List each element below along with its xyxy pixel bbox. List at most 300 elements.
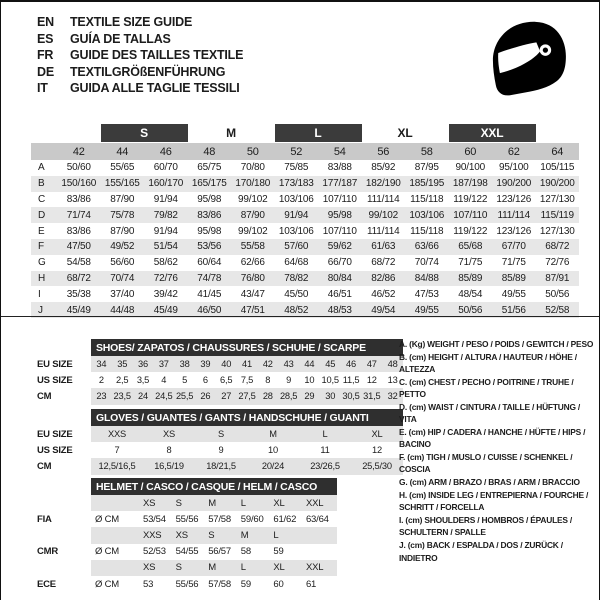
shoes-row	[31, 356, 403, 372]
corner-cell	[31, 143, 57, 160]
helmet-value-row	[31, 544, 337, 560]
helmet-unit: Ø CM	[95, 546, 120, 558]
helmet-sizes	[91, 527, 337, 543]
size-value: 99/102	[238, 193, 268, 205]
size-value: 119/122	[453, 193, 488, 205]
shoes-rows	[31, 356, 403, 405]
shoes-value: 47	[366, 359, 377, 370]
helmet-size: XS	[175, 529, 188, 541]
shoes-value: 46	[346, 359, 356, 370]
shoes-value: 36	[138, 359, 148, 370]
legend-item: E. (cm) HIP / CADERA / HANCHE / HÜFTE / HIPS / BACINO	[399, 427, 586, 450]
helmet-values	[91, 544, 337, 560]
language-code: DE	[37, 64, 54, 79]
helmet-value-row	[31, 576, 337, 592]
helmet-unit: Ø CM	[95, 513, 120, 525]
size-value: 74/78	[197, 272, 222, 284]
shoes-row-label: CM	[37, 390, 52, 402]
row-letter: H	[38, 272, 46, 284]
size-value: 43/47	[240, 288, 265, 300]
helmet-values	[91, 511, 337, 527]
language-row	[37, 80, 243, 97]
gloves-row-label: EU SIZE	[37, 428, 73, 440]
helmet-section-header: HELMET / CASCO / CASQUE / HELM / CASCO	[91, 478, 337, 495]
size-value: 61/63	[371, 241, 396, 253]
helmet-values	[91, 576, 337, 592]
size-value: 165/175	[191, 178, 227, 190]
helmet-value: 60	[273, 578, 284, 590]
gloves-row-values	[91, 442, 403, 458]
helmet-value: 59	[240, 578, 251, 590]
size-value: 83/88	[327, 162, 352, 174]
size-value: 46/50	[197, 304, 222, 316]
helmet-standard-name: FIA	[37, 513, 52, 525]
size-value: 84/88	[414, 272, 439, 284]
size-value: 35/38	[66, 288, 91, 300]
size-value: 48/53	[327, 304, 352, 316]
size-value: 79/82	[153, 209, 178, 221]
legend-item: I. (cm) SHOULDERS / HOMBROS / ÉPAULES / SCHULTERN / SPALLE	[399, 515, 573, 538]
helmet-value: 61/62	[273, 513, 297, 525]
size-value: 46/51	[327, 288, 352, 300]
size-value: 123/126	[496, 225, 532, 237]
size-value: 99/102	[238, 225, 268, 237]
numeric-size: 60	[464, 145, 477, 158]
shoes-value: 12	[366, 375, 377, 386]
helmet-value: 52/53	[143, 546, 166, 558]
size-value: 127/130	[539, 193, 575, 205]
shoes-value: 39	[200, 359, 211, 370]
size-group-xl: XL	[397, 126, 413, 140]
size-value: 75/85	[284, 162, 309, 174]
shoes-value: 42	[262, 359, 273, 370]
measurement-row	[31, 239, 579, 255]
size-value: 85/92	[371, 162, 396, 174]
gloves-value: 18/21,5	[206, 461, 236, 472]
size-value: 115/119	[540, 209, 574, 221]
helmet-value: 59	[273, 546, 284, 558]
size-value: 48/54	[458, 288, 483, 300]
helmet-size: M	[240, 529, 249, 541]
language-title: GUIDE DES TAILLES TEXTILE	[70, 48, 244, 63]
size-value: 111/114	[366, 225, 400, 237]
shoes-value: 37	[158, 359, 169, 370]
helmet-size: S	[208, 529, 215, 541]
gloves-value: 25,5/30	[362, 461, 392, 472]
size-value: 123/126	[496, 193, 532, 205]
size-value: 103/106	[278, 225, 314, 237]
size-value: 65/75	[197, 162, 222, 174]
numeric-size: 50	[246, 145, 259, 158]
helmet-size: XXS	[143, 529, 162, 541]
size-value: 87/91	[545, 272, 570, 284]
size-value: 87/90	[110, 225, 135, 237]
racing-helmet-icon	[488, 15, 570, 109]
shoes-value: 2,5	[116, 375, 129, 386]
size-value: 44/48	[110, 304, 135, 316]
size-value: 48/52	[284, 304, 309, 316]
legend-item: G. (cm) ARM / BRAZO / BRAS / ARM / BRACCIO	[399, 477, 580, 488]
size-value: 59/62	[327, 241, 352, 253]
helmet-value: 56/57	[208, 546, 231, 558]
size-value: 155/165	[104, 178, 140, 190]
size-group-m: M	[226, 126, 236, 140]
size-value: 83/86	[66, 225, 91, 237]
size-value: 82/86	[371, 272, 396, 284]
size-value: 47/51	[240, 304, 265, 316]
shoes-row-label: US SIZE	[37, 374, 73, 386]
size-group-l: L	[275, 124, 362, 142]
size-value: 115/118	[410, 193, 444, 205]
size-value: 87/90	[240, 209, 265, 221]
shoes-value: 10,5	[321, 375, 339, 386]
size-value: 95/98	[197, 193, 222, 205]
shoes-value: 9	[286, 375, 292, 386]
size-value: 71/74	[66, 209, 91, 221]
legend-item: D. (cm) WAIST / CINTURA / TAILLE / HÜFTUNG / VITA	[399, 401, 581, 425]
helmet-size: L	[273, 529, 279, 541]
size-value: 64/68	[284, 257, 309, 269]
shoes-row-values	[91, 372, 403, 388]
gloves-row-label: US SIZE	[37, 444, 73, 456]
size-value: 83/86	[66, 193, 91, 205]
legend-item: A. (Kg) WEIGHT / PESO / POIDS / GEWITCH / PESO	[399, 339, 594, 349]
measurement-row	[31, 271, 579, 287]
row-letter: J	[38, 304, 43, 316]
shoes-value: 43	[283, 359, 294, 370]
shoes-value: 28	[262, 391, 273, 402]
size-value: 91/94	[284, 209, 309, 221]
size-value: 55/58	[240, 241, 265, 253]
size-value: 60/64	[197, 257, 222, 269]
numeric-size: 64	[551, 145, 564, 158]
size-value: 87/95	[414, 162, 439, 174]
size-group-s: S	[101, 124, 188, 142]
helmet-size: XL	[273, 497, 285, 509]
shoes-value: 25,5	[175, 391, 194, 402]
shoes-value: 4	[161, 375, 167, 386]
measurement-row	[31, 192, 579, 208]
language-title: GUÍA DE TALLAS	[70, 31, 171, 46]
helmet-value: 63/64	[305, 513, 329, 525]
size-value: 119/122	[453, 225, 488, 237]
size-value: 49/54	[371, 304, 396, 316]
size-value: 95/98	[197, 225, 222, 237]
shoes-value: 44	[304, 359, 315, 370]
shoes-value: 30	[325, 391, 336, 402]
helmet-value: 53/54	[143, 513, 166, 525]
size-value: 190/200	[496, 178, 532, 190]
size-value: 190/200	[539, 178, 575, 190]
size-value: 54/58	[66, 257, 91, 269]
shoes-value: 30,5	[342, 391, 360, 402]
size-value: 103/106	[278, 193, 314, 205]
shoes-value: 28,5	[279, 391, 298, 402]
size-value: 39/42	[153, 288, 178, 300]
size-value: 47/53	[414, 288, 439, 300]
numeric-size: 52	[290, 145, 303, 158]
shoes-row-values	[91, 388, 403, 404]
size-value: 50/60	[66, 162, 91, 174]
size-value: 76/80	[240, 272, 265, 284]
size-value: 68/72	[66, 272, 91, 284]
size-value: 95/98	[327, 209, 352, 221]
gloves-value: 20/24	[261, 461, 285, 472]
helmet-unit-empty	[91, 495, 141, 511]
size-value: 58/62	[153, 257, 178, 269]
shoes-row-label: EU SIZE	[37, 358, 73, 370]
row-letter: D	[38, 209, 46, 221]
shoes-value: 48	[387, 359, 398, 370]
gloves-value: 7	[114, 445, 120, 456]
shoes-value: 10	[304, 375, 315, 386]
gloves-row-values	[91, 458, 403, 474]
helmet-value: 54/55	[175, 546, 199, 558]
helmet-value: 57/58	[208, 513, 231, 525]
size-value: 111/114	[497, 209, 531, 221]
size-value: 55/65	[110, 162, 135, 174]
helmet-size: M	[208, 497, 216, 509]
shoes-row	[31, 388, 403, 404]
size-value: 71/75	[458, 257, 483, 269]
size-value: 177/187	[322, 178, 358, 190]
helmet-rows	[31, 495, 337, 592]
size-value: 170/180	[235, 178, 271, 190]
shoes-value: 41	[242, 359, 252, 370]
helmet-value: 57/58	[208, 578, 231, 590]
shoes-value: 27	[221, 391, 232, 402]
language-code: ES	[37, 31, 54, 46]
shoes-value: 24	[138, 391, 148, 402]
gloves-row-label: CM	[37, 460, 52, 472]
gloves-value: 10	[268, 445, 278, 456]
language-code: IT	[37, 81, 48, 96]
size-value: 90/100	[455, 162, 485, 174]
helmet-value: 58	[240, 546, 251, 558]
language-row	[37, 14, 243, 31]
measurement-row	[31, 255, 579, 271]
legend-item: B. (cm) HEIGHT / ALTURA / HAUTEUR / HÖHE / ALTEZZA	[399, 351, 577, 375]
shoes-value: 31,5	[363, 391, 381, 402]
shoes-value: 45	[325, 359, 336, 370]
size-value: 99/102	[368, 209, 398, 221]
textile-numeric-size-row	[31, 143, 579, 160]
size-value: 182/190	[365, 178, 401, 190]
gloves-value: XS	[162, 429, 175, 440]
shoes-value: 5	[182, 375, 188, 386]
helmet-size: XS	[143, 497, 156, 509]
helmet-size: L	[240, 562, 246, 574]
size-value: 72/76	[153, 272, 178, 284]
helmet-row-label-empty	[31, 495, 91, 511]
shoes-value: 7,5	[240, 375, 254, 386]
gloves-row	[31, 442, 403, 458]
size-value: 173/183	[278, 178, 314, 190]
gloves-row	[31, 426, 403, 442]
helmet-section	[31, 478, 337, 592]
helmet-size: S	[175, 497, 182, 509]
gloves-value: 11	[320, 445, 330, 456]
helmet-row-label-empty	[31, 527, 91, 543]
legend-item: C. (cm) CHEST / PECHO / POITRINE / TRUHE / PETTO	[399, 376, 574, 400]
helmet-size: XS	[143, 562, 156, 574]
size-value: 67/70	[501, 241, 526, 253]
gloves-row-values	[91, 426, 403, 442]
size-value: 45/49	[66, 304, 91, 316]
size-value: 83/86	[197, 209, 222, 221]
shoes-value: 23,5	[113, 391, 131, 402]
gloves-value: 8	[166, 445, 172, 456]
size-value: 45/49	[153, 304, 178, 316]
size-value: 49/55	[501, 288, 526, 300]
size-value: 87/90	[110, 193, 135, 205]
gloves-value: 9	[218, 445, 224, 456]
size-value: 65/68	[458, 241, 483, 253]
helmet-value: 55/56	[175, 513, 199, 525]
size-value: 150/160	[61, 178, 97, 190]
shoes-section-header: SHOES/ ZAPATOS / CHAUSSURES / SCHUHE / SCARPE	[91, 339, 403, 356]
language-row	[37, 64, 243, 81]
language-code: FR	[37, 48, 54, 63]
shoes-value: 32	[387, 391, 398, 402]
size-value: 85/89	[501, 272, 526, 284]
size-value: 68/72	[545, 241, 570, 253]
measurement-row	[31, 160, 579, 176]
gloves-value: XXS	[107, 429, 126, 440]
helmet-size: XXL	[305, 497, 324, 509]
textile-size-table	[31, 124, 579, 318]
numeric-size: 48	[203, 145, 216, 158]
gloves-value: XL	[371, 429, 383, 440]
shoes-value: 11,5	[342, 375, 360, 386]
size-value: 70/74	[110, 272, 135, 284]
numeric-size: 56	[377, 145, 390, 158]
helmet-unit: Ø CM	[95, 578, 120, 590]
row-letter: A	[38, 162, 45, 174]
size-value: 52/58	[545, 304, 570, 316]
language-row	[37, 47, 243, 64]
shoes-value: 29	[304, 391, 315, 402]
size-value: 115/118	[410, 225, 444, 237]
helmet-value: 55/56	[175, 578, 199, 590]
language-code: EN	[37, 15, 54, 29]
size-value: 187/198	[452, 178, 488, 190]
size-value: 60/70	[153, 162, 178, 174]
gloves-rows	[31, 426, 403, 475]
size-value: 62/66	[240, 257, 265, 269]
legend	[399, 338, 596, 564]
shoes-value: 34	[96, 359, 107, 370]
helmet-unit-empty	[91, 560, 141, 576]
shoes-value: 35	[117, 359, 128, 370]
measurement-row	[31, 223, 579, 239]
shoes-value: 13	[387, 375, 398, 386]
section-divider-line	[1, 316, 600, 317]
helmet-size: XL	[273, 562, 285, 574]
size-value: 70/74	[414, 257, 439, 269]
size-group-xxl: XXL	[449, 124, 536, 142]
size-value: 105/115	[540, 162, 575, 174]
shoes-row-values	[91, 356, 403, 372]
size-value: 70/80	[240, 162, 265, 174]
helmet-row-label-empty	[31, 560, 91, 576]
language-title: TEXTILE SIZE GUIDE	[70, 15, 193, 29]
size-value: 127/130	[539, 225, 575, 237]
helmet-standard-name: CMR	[37, 546, 59, 558]
shoes-value: 3,5	[136, 375, 150, 386]
helmet-value: 61	[305, 578, 317, 590]
row-letter: G	[38, 257, 46, 269]
size-value: 75/78	[110, 209, 135, 221]
size-value: 50/56	[545, 288, 570, 300]
language-row	[37, 31, 243, 48]
size-value: 51/56	[501, 304, 526, 316]
textile-table-body	[31, 160, 579, 318]
size-value: 50/56	[458, 304, 483, 316]
helmet-size-row	[31, 527, 337, 543]
size-value: 91/94	[153, 225, 178, 237]
size-value: 85/89	[458, 272, 483, 284]
size-value: 107/110	[453, 209, 488, 221]
numeric-size: 44	[116, 145, 129, 158]
gloves-value: 12,5/16,5	[98, 461, 136, 472]
helmet-sizes	[91, 495, 337, 511]
size-value: 45/50	[284, 288, 309, 300]
shoes-value: 40	[221, 359, 232, 370]
numeric-size: 58	[420, 145, 433, 158]
measurement-row	[31, 207, 579, 223]
legend-item: H. (cm) INSIDE LEG / ENTREPIERNA / FOURCHE / SCHRITT / FORCELLA	[399, 490, 589, 513]
size-value: 41/45	[197, 288, 222, 300]
helmet-size: XXL	[305, 562, 324, 574]
size-value: 107/110	[322, 225, 357, 237]
shoes-value: 27,5	[238, 391, 256, 402]
numeric-size: 62	[507, 145, 520, 158]
helmet-unit-empty	[91, 527, 141, 543]
row-letter: I	[38, 288, 41, 300]
size-value: 37/40	[110, 288, 135, 300]
size-value: 111/114	[366, 193, 400, 205]
shoes-value: 26	[200, 391, 211, 402]
size-value: 80/84	[327, 272, 352, 284]
size-value: 91/94	[153, 193, 178, 205]
shoes-row	[31, 372, 403, 388]
numeric-size: 42	[72, 145, 85, 158]
helmet-value: 59/60	[240, 513, 264, 525]
size-value: 56/60	[110, 257, 135, 269]
row-letter: B	[38, 178, 45, 190]
size-value: 47/50	[66, 241, 91, 253]
textile-size-group-row	[31, 124, 579, 142]
measurement-row	[31, 286, 579, 302]
size-value: 107/110	[322, 193, 357, 205]
shoes-section	[31, 339, 403, 405]
helmet-size: L	[240, 497, 246, 509]
size-value: 160/170	[148, 178, 184, 190]
size-value: 185/195	[409, 178, 445, 190]
gloves-value: M	[269, 429, 277, 440]
size-value: 63/66	[414, 241, 439, 253]
legend-item: F. (cm) TIGH / MUSLO / CUISSE / SCHENKEL / COSCIA	[399, 452, 573, 475]
row-letter: E	[38, 225, 45, 237]
helmet-sizes	[91, 560, 337, 576]
size-value: 57/60	[284, 241, 309, 253]
language-title: GUIDA ALLE TAGLIE TESSILI	[70, 81, 240, 96]
size-value: 72/76	[545, 257, 570, 269]
gloves-value: 16,5/19	[154, 461, 184, 472]
size-value: 49/55	[414, 304, 439, 316]
size-value: 46/52	[371, 288, 396, 300]
